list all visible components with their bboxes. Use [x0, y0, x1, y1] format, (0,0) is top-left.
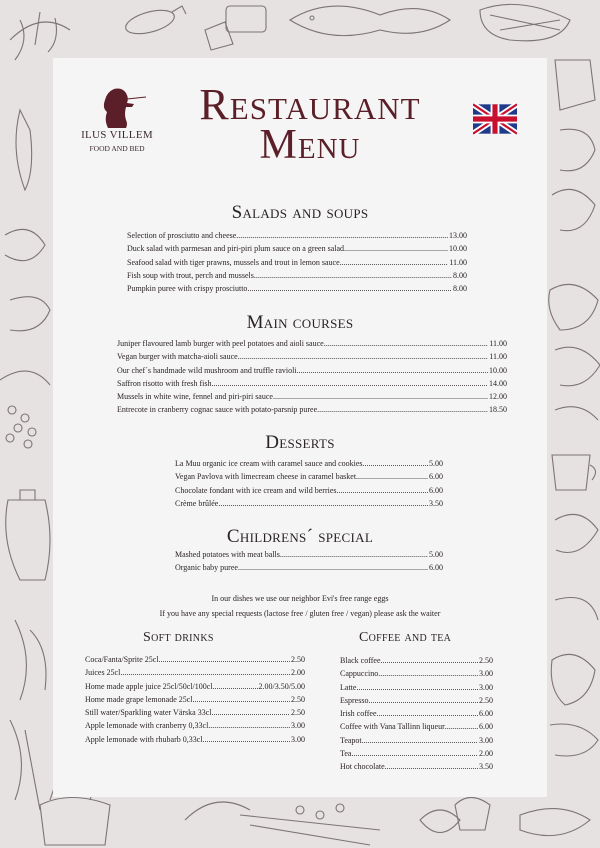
uk-flag-icon[interactable] [473, 103, 517, 135]
dot-leader [247, 282, 452, 295]
menu-item-price: 3.00 [479, 682, 493, 692]
menu-item [340, 681, 493, 694]
menu-item-name: Coffee with Vana Tallinn liqueur [340, 722, 445, 732]
logo-name: ILUS VILLEM [81, 129, 153, 141]
dot-leader [377, 707, 479, 720]
menu-item [117, 337, 507, 350]
menu-item-name: Mussels in white wine, fennel and piri-piri sauce [117, 392, 273, 402]
dot-leader [344, 242, 448, 255]
menu-item-name: Pumpkin puree with crispy prosciutto [127, 284, 248, 294]
dot-leader [218, 497, 428, 510]
page-title-line2: Menu [259, 122, 361, 168]
menu-item-price: 6.00 [479, 709, 493, 719]
menu-item-name: Duck salad with parmesan and piri-piri plum sauce on a green salad [127, 244, 345, 254]
menu-item-price: 2.50 [479, 695, 493, 705]
salads-list [127, 229, 467, 295]
menu-item [340, 654, 493, 667]
menu-item-name: Juices 25cl [85, 668, 121, 678]
menu-item-price: 6.00 [429, 472, 443, 482]
logo-subtitle: FOOD AND BED [89, 144, 145, 153]
menu-item-name: Chocolate fondant with ice cream and wild berries [175, 485, 337, 495]
menu-item-price: 10.00 [449, 244, 467, 254]
menu-item-price: 6.00 [479, 722, 493, 732]
desserts-list [175, 457, 443, 510]
dot-leader [213, 680, 258, 693]
dot-leader [238, 350, 489, 363]
menu-item-name: Espresso [340, 695, 369, 705]
menu-item-name: Vegan Pavlova with limecream cheese in caramel basket [175, 472, 357, 482]
menu-item-name: Coca/Fanta/Sprite 25cl [85, 655, 159, 664]
menu-item-name: Mashed potatoes with meat balls [175, 550, 280, 559]
menu-item [117, 350, 507, 363]
menu-item-name: Tea [340, 749, 352, 759]
menu-item [85, 706, 305, 719]
menu-item-price: 2.00/3.50/5.00 [258, 681, 305, 691]
menu-item-price: 8.00 [453, 270, 467, 280]
menu-item-price: 5.00 [429, 550, 443, 559]
menu-item-name: Latte [340, 682, 357, 692]
soft-drinks-list [85, 653, 305, 746]
menu-item [175, 561, 443, 574]
dot-leader [236, 229, 448, 242]
menu-item-name: Saffron risotto with fresh fish [117, 378, 212, 388]
menu-item-name: Seafood salad with tiger prawns, mussels and trout in lemon sauce [127, 257, 340, 267]
dot-leader [356, 470, 428, 483]
page-title-line1: Restaurant [199, 80, 421, 129]
menu-item-name: Still water/Sparkling water Värska 33cl [85, 708, 212, 718]
dot-leader [385, 760, 478, 773]
coffee-heading: Coffee and tea [359, 630, 452, 645]
menu-item-price: 11.00 [489, 339, 507, 348]
dot-leader [337, 484, 429, 497]
menu-item-price: 6.00 [429, 485, 443, 495]
menu-item-name: Entrecote in cranberry cognac sauce with potato-parsnip puree [117, 405, 318, 415]
dot-leader [363, 457, 428, 470]
mains-list [117, 337, 507, 417]
menu-item [127, 242, 467, 255]
dot-leader [445, 720, 478, 733]
dot-leader [193, 693, 290, 706]
menu-item-name: Hot chocolate [340, 762, 385, 772]
menu-item-price: 2.50 [291, 694, 305, 704]
menu-item-price: 2.00 [291, 668, 305, 678]
menu-item [127, 269, 467, 282]
menu-item [117, 377, 507, 390]
menu-item-price: 3.50 [479, 762, 493, 772]
dot-leader [317, 403, 488, 416]
menu-item-price: 2.00 [479, 749, 493, 759]
menu-item [340, 694, 493, 707]
restaurant-logo [74, 84, 160, 164]
menu-item [175, 470, 443, 483]
dot-leader [212, 706, 291, 719]
menu-item [117, 390, 507, 403]
menu-item-name: Home made apple juice 25cl/50cl/100cl [85, 681, 213, 691]
menu-item-name: Black coffee [340, 656, 381, 665]
menu-item-price: 3.50 [429, 498, 443, 508]
salads-heading: Salads and soups [231, 202, 369, 223]
menu-item [175, 497, 443, 510]
menu-item [85, 693, 305, 706]
menu-item-name: Cappuccino [340, 669, 379, 679]
children-list [175, 548, 443, 575]
menu-item-price: 13.00 [449, 231, 467, 240]
dot-leader [254, 269, 452, 282]
menu-item-price: 3.00 [291, 734, 305, 744]
dot-leader [351, 747, 478, 760]
menu-item-price: 3.00 [479, 735, 493, 745]
menu-item-name: Juniper flavoured lamb burger with peel potatoes and aioli sauce [117, 339, 324, 348]
menu-item [175, 484, 443, 497]
menu-item [340, 720, 493, 733]
menu-item-name: Teapot [340, 735, 362, 745]
menu-item-price: 11.00 [489, 352, 507, 362]
dot-leader [120, 666, 290, 679]
menu-item-price: 3.00 [479, 669, 493, 679]
menu-item-name: Vegan burger with matcha-aioli sauce [117, 352, 238, 362]
dot-leader [324, 337, 489, 350]
menu-item [175, 457, 443, 470]
soft-drinks-heading: Soft drinks [143, 630, 214, 645]
dot-leader [297, 364, 488, 377]
menu-item-price: 2.50 [479, 656, 493, 665]
menu-item [85, 653, 305, 666]
coffee-list [340, 654, 493, 774]
menu-item-name: Selection of prosciutto and cheese [127, 231, 237, 240]
dot-leader [362, 734, 478, 747]
menu-item-name: La Muu organic ice cream with caramel sauce and cookies [175, 459, 363, 468]
menu-item-price: 11.00 [449, 257, 467, 267]
menu-item-price: 2.50 [291, 655, 305, 664]
menu-item [340, 747, 493, 760]
menu-item [127, 282, 467, 295]
menu-item-price: 5.00 [429, 459, 443, 468]
mains-heading: Main courses [246, 312, 354, 333]
menu-item-price: 14.00 [489, 378, 507, 388]
dot-leader [203, 733, 290, 746]
menu-item-price: 12.00 [489, 392, 507, 402]
menu-item-price: 8.00 [453, 284, 467, 294]
menu-item [85, 666, 305, 679]
dot-leader [238, 561, 428, 574]
menu-item [85, 719, 305, 732]
menu-item [127, 256, 467, 269]
menu-item-name: Organic baby puree [175, 563, 238, 573]
chef-silhouette-logo [74, 84, 160, 130]
menu-item-name: Apple lemonade with rhubarb 0,33cl [85, 734, 203, 744]
dot-leader [356, 681, 478, 694]
menu-item-name: Our chef´s handmade wild mushroom and truffle ravioli [117, 365, 297, 375]
menu-item [85, 680, 305, 693]
dot-leader [159, 653, 290, 666]
menu-item [117, 403, 507, 416]
menu-item-price: 18.50 [489, 405, 507, 415]
menu-item-name: Home made grape lemonade 25cl [85, 694, 193, 704]
dot-leader [340, 256, 449, 269]
menu-item-price: 3.00 [291, 721, 305, 731]
menu-notes [53, 592, 547, 621]
menu-item [127, 229, 467, 242]
dot-leader [280, 548, 428, 561]
desserts-heading: Desserts [265, 432, 335, 453]
requests-note: If you have any special requests (lactose free / gluten free / vegan) please ask the waiter [159, 608, 441, 618]
dot-leader [273, 390, 488, 403]
dot-leader [212, 377, 488, 390]
dot-leader [368, 694, 478, 707]
menu-item [340, 707, 493, 720]
dot-leader [378, 667, 478, 680]
children-heading: Childrens´ special [226, 526, 374, 547]
eggs-note: In our dishes we use our neighbor Evi's free range eggs [211, 594, 389, 603]
menu-item [340, 667, 493, 680]
menu-item [175, 548, 443, 561]
menu-item [117, 364, 507, 377]
dot-leader [381, 654, 479, 667]
menu-item [340, 734, 493, 747]
dot-leader [208, 719, 290, 732]
menu-item [340, 760, 493, 773]
menu-item-price: 10.00 [489, 365, 507, 375]
menu-item-name: Fish soup with trout, perch and mussels [127, 270, 254, 280]
menu-item-name: Crème brûlée [175, 498, 219, 508]
menu-item-name: Irish coffee [340, 709, 377, 719]
menu-item-price: 2.50 [291, 708, 305, 718]
menu-item-name: Apple lemonade with cranberry 0,33cl [85, 721, 209, 731]
menu-item [85, 733, 305, 746]
menu-item-price: 6.00 [429, 563, 443, 573]
